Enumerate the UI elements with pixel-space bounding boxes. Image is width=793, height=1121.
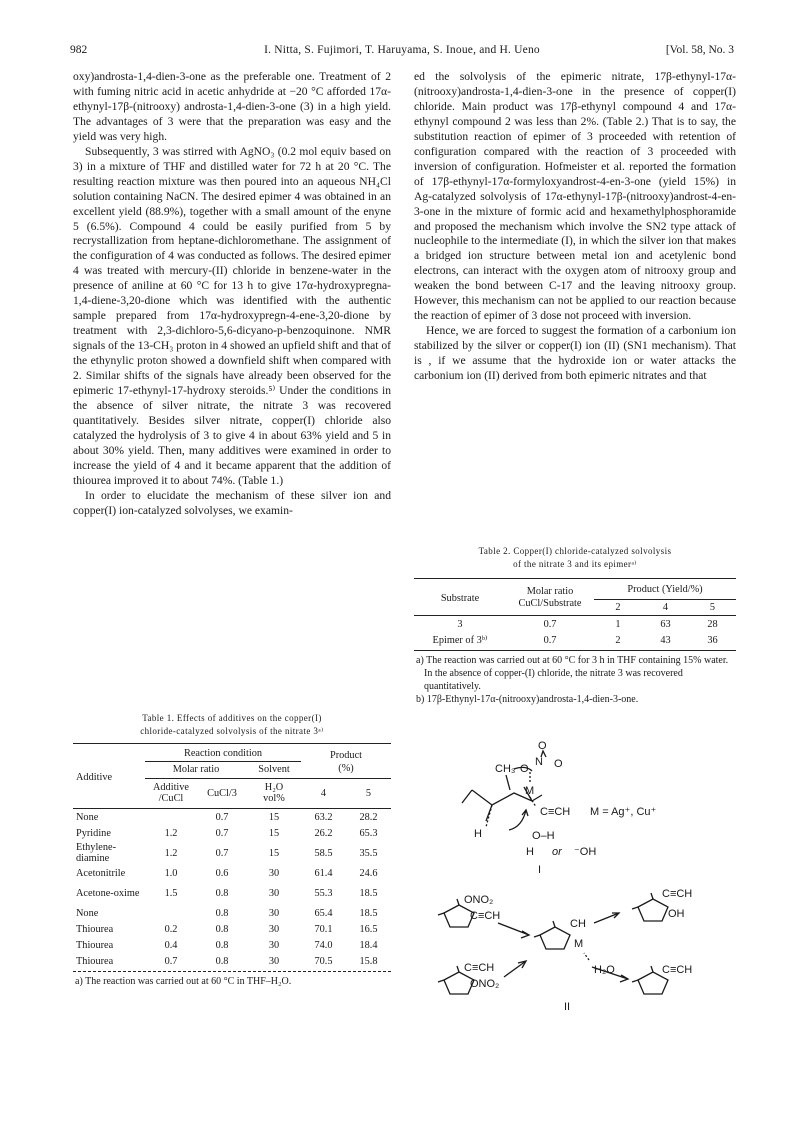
table-cell-ratio (145, 809, 197, 825)
table-row (73, 841, 391, 865)
table-cell-additive: Thiourea (76, 939, 114, 951)
table-cell-ratio: 0.7 (164, 955, 178, 967)
table-cell-p5: 35.5 (359, 847, 378, 859)
header-line: vol% (263, 793, 285, 805)
table-1-caption-line: Table 1. Effects of additives on the copper(I) (142, 713, 322, 723)
table-cell-h2o: 30 (268, 939, 280, 951)
table-1-footnote: a) The reaction was carried out at 60 °C in THF–H₂O. (75, 976, 292, 987)
table-row (73, 937, 391, 953)
column-header: 2 (615, 601, 621, 613)
structure-ii-product1-oh: OH (668, 908, 685, 920)
column-header: 4 (301, 778, 346, 808)
column-header: 5 (709, 601, 716, 613)
mechanism-scheme (414, 735, 736, 1015)
table-cell-cucl: 0.8 (215, 939, 229, 951)
table-cell-p4: 63 (660, 618, 671, 630)
table-cell-p4: 63.2 (314, 811, 333, 823)
structure-ii-ono2-top: ONO₂ (464, 894, 494, 906)
structure-ii-cch-bottom: C≡CH (464, 962, 495, 974)
reaction-arrow (504, 961, 526, 977)
table-1-caption (73, 712, 391, 738)
table-cell-ratio: 1.5 (164, 887, 178, 899)
table-cell-ratio: 1.2 (164, 827, 178, 839)
table-cell-p4: 55.3 (314, 887, 333, 899)
table-cell-p2: 1 (615, 618, 621, 630)
column-header (145, 778, 197, 808)
table-cell-p5: 18.5 (359, 907, 378, 919)
header-line: CuCl/Substrate (518, 598, 582, 609)
table-cell-p4: 43 (660, 634, 671, 646)
table-row (73, 865, 391, 881)
table-1 (73, 743, 391, 988)
table-cell-h2o: 15 (268, 811, 280, 823)
table-1-caption-line: chloride-catalyzed solvolysis of the nitrate 3ᵃ⁾ (140, 726, 324, 736)
table-cell-p5: 28.2 (359, 811, 378, 823)
table-row (73, 825, 391, 841)
structure-ii-product2-cch: C≡CH (662, 964, 693, 976)
table-cell-cucl: 0.8 (215, 923, 229, 935)
header-line: H₂O (264, 782, 284, 794)
reaction-arrow (594, 913, 619, 923)
table-row (73, 905, 391, 921)
table-cell-p5: 18.4 (359, 939, 378, 951)
table-cell-additive: Ethylene-diamine (76, 842, 117, 864)
column-header (301, 746, 391, 778)
structure-ii-ring (638, 899, 668, 921)
table-cell-h2o: 30 (268, 867, 280, 879)
dashed-bond (584, 953, 589, 960)
structure-i-oh: O–H (532, 830, 555, 842)
table-cell-p4: 65.4 (314, 907, 333, 919)
structure-i-o-top: O (538, 740, 547, 752)
structure-i-o-minus: O (554, 758, 563, 770)
table-row (414, 632, 736, 648)
table-row (73, 921, 391, 937)
structure-ii-label: II (564, 1001, 571, 1013)
table-cell-p4: 26.2 (314, 827, 333, 839)
running-authors: I. Nitta, S. Fujimori, T. Haruyama, S. Inoue, and H. Ueno (264, 44, 540, 56)
page-number: 982 (70, 44, 88, 56)
table-cell-p4: 61.4 (314, 867, 333, 879)
structure-i-ch3: CH₃ (495, 763, 516, 775)
structure-i-h: H (474, 828, 482, 840)
journal-volume: [Vol. 58, No. 3 (665, 44, 734, 56)
table-cell-p5: 28 (707, 618, 718, 630)
table-cell-substrate: 3 (457, 618, 463, 630)
table-cell-ratio: 1.2 (164, 847, 178, 859)
table-cell-ratio: 0.2 (164, 923, 178, 935)
table-cell-p4: 58.5 (314, 847, 333, 859)
table-cell-p4: 70.1 (314, 923, 333, 935)
table-2-footnote-b: b) 17β-Ethynyl-17α-(nitrooxy)androsta-1,4-dien-3-one. (416, 694, 639, 705)
structure-ii-center-m: M (574, 938, 584, 950)
column-header: Molar ratio (145, 761, 247, 778)
table-2-caption-line: Table 2. Copper(I) chloride-catalyzed solvolysis (478, 546, 672, 556)
structure-i-o: O (520, 763, 529, 775)
structure-ii-ring (540, 927, 570, 949)
header-line: /CuCl (158, 793, 184, 805)
table-cell-ratio (145, 905, 197, 921)
table-cell-p5: 65.3 (359, 827, 378, 839)
table-cell-additive: Acetone-oxime (76, 887, 140, 899)
table-cell-h2o: 15 (268, 847, 280, 859)
table-cell-cucl: 0.6 (215, 867, 229, 879)
structure-i-n: N (535, 756, 543, 768)
table-cell-p4: 70.5 (314, 955, 333, 967)
table-row (73, 881, 391, 905)
paragraph: Hence, we are forced to suggest the formation of a carbonium ion stabilized by the silver or copper(I) ion (II) (SN1 mechanism). That is , if we assume that the hydroxide ion or water attacks the carbonium ion (II) derived from both epimeric nitrates and that (414, 324, 736, 383)
table-cell-p5: 36 (707, 634, 718, 646)
table-cell-h2o: 30 (268, 887, 280, 899)
table-cell-p5: 15.8 (359, 955, 378, 967)
structure-ii-ono2-bottom: ONO₂ (470, 978, 500, 990)
table-2-caption (414, 545, 736, 571)
table-cell-additive: Acetonitrile (76, 867, 126, 879)
table-cell-cucl: 0.7 (215, 827, 229, 839)
structure-i-or: or (552, 846, 562, 858)
percent-header-text: (%) (338, 762, 354, 774)
column-header: CuCl/3 (207, 787, 237, 799)
table-cell-p4: 74.0 (314, 939, 333, 951)
column-header: Product (Yield/%) (594, 581, 736, 599)
table-cell-additive: None (76, 811, 99, 823)
table-cell-substrate: Epimer of 3ᵇ⁾ (432, 635, 488, 646)
table-row (414, 616, 736, 632)
paragraph: ed the solvolysis of the epimeric nitrate, 17β-ethynyl-17α-(nitrooxy)androsta-1,4-dien-3-one in the presence of copper(I) chloride. Main product was 17β-ethynyl compound 4 and 17α-ethynyl compound 2 was less than 2%. (Table 2.) That is to say, the substitution reaction of epimer of 3 proceeded with retention of configuration compared with the reaction of 3 proceeded with inversion of configuration. Hofmeister et al. reported the formation of 17β-ethynyl-17α-formyloxyandrost-4-en-3-one (yield 15%) in Ag-catalyzed solvolysis of 17α-ethynyl-17β-(nitrooxy)androst-4-en-3-one in the mixture of formic acid and hexamethylphosphoramide and proposed the mechanism which involve the SN2 type attack of nucleophile to the intermediate (I), in which the silver ion that makes a bridged ion structure between metal ion and acetylenic bond electrons, can interact with the oxygen atom of nitrooxy group and weaken the bond between C-17 and the leaving nitrooxy group. However, this mechanism can not be applied to our reaction because the reaction of epimer of 3 dose not proceed with inversion. (414, 70, 736, 323)
paragraph: Subsequently, 3 was stirred with AgNO₃ (0.2 mol equiv based on 3) in a mixture of THF and distilled water for 72 h at 20 °C. The resulting reaction mixture was then poured into an aqueous NH₄Cl solution containing NaCN. The desired epimer 4 was obtained in an excellent yield (88.9%), together with a small amount of the enyne 5 (6.5%). Compound 4 could be easily purified from 5 by recrystallization from heptane-dichloromethane. The assignment of the configuration of 4 was conducted as follows. The desired epimer 4 was treated with mercury-(II) chloride in benzene-water in the presence of aniline at 60 °C for 13 h to give 17α-hydroxypregna-1,4-diene-3,20-dione which was identified with the authentic sample prepared from 17α-hydroxypregn-4-ene-3,20-dione by treatment with 2,3-dichloro-5,6-dicyano-p-benzoquinone. NMR signals of the 13-CH₃ proton in 4 showed an upfield shift and that of the ethynylic proton showed a downfield shift when compared with 2. Similar shifts of the signals have already been observed for the epimeric 17-ethynyl-17-hydroxy steroids.⁵⁾ Under the conditions in the absence of silver nitrate, the nitrate 3 was recovered quantitatively. Besides silver nitrate, copper(I) chloride also catalyzed the hydrolysis of 3 to give 4 in about 63% yield and 5 in about 30% yield. Then, many additives were examined in order to increase the yield of 4 and it became apparent that the addition of thiourea improved it to about 74%. (Table 1.) (73, 144, 391, 487)
table-cell-p5: 16.5 (359, 923, 378, 935)
column-header: 4 (662, 601, 669, 613)
structure-i-ring-bond (472, 785, 535, 805)
table-cell-ratio: 0.7 (543, 634, 557, 646)
column-header: Substrate (440, 592, 480, 604)
table-cell-h2o: 15 (268, 827, 280, 839)
structure-i-label: I (538, 864, 542, 876)
paragraph: In order to elucidate the mechanism of these silver ion and copper(I) ion-catalyzed solvolyses, we examin- (73, 488, 391, 517)
product-header-text: Product (329, 749, 363, 761)
table-cell-cucl: 0.7 (215, 811, 229, 823)
table-2 (414, 578, 736, 706)
left-column-text (73, 70, 391, 519)
structure-ii-h2o: H₂O (594, 964, 615, 976)
table-row (73, 809, 391, 825)
table-2-caption-line: of the nitrate 3 and its epimerᵃ⁾ (513, 559, 637, 569)
structure-ii-center-ch: CH (570, 918, 586, 930)
structure-i-c-ch: C≡CH (540, 806, 571, 818)
table-cell-additive: Thiourea (76, 923, 114, 935)
table-cell-additive: Thiourea (76, 955, 114, 967)
table-cell-h2o: 30 (268, 923, 280, 935)
column-header: Additive (76, 771, 113, 783)
structure-i-m: M (525, 785, 535, 797)
header-line: Additive (152, 782, 190, 794)
table-cell-additive: None (76, 907, 99, 919)
paragraph: oxy)androsta-1,4-dien-3-one as the preferable one. Treatment of 2 with fuming nitric acid in acetic anhydride at −20 °C afforded 17α-ethynyl-17β-(nitrooxy) androsta-1,4-dien-3-one (3) in a high yield. The advantages of 3 were that the preparation was easy and the yield was very high. (73, 70, 391, 143)
table-cell-p2: 2 (615, 634, 621, 646)
table-cell-cucl: 0.8 (215, 907, 229, 919)
column-header: Reaction condition (145, 746, 301, 761)
column-header: Solvent (247, 761, 301, 778)
structure-ii-cch-top: C≡CH (470, 910, 501, 922)
running-header (70, 44, 734, 62)
table-cell-cucl: 0.8 (215, 955, 229, 967)
right-column-text (414, 70, 736, 384)
structure-i-hydroxide: ⁻OH (574, 846, 597, 858)
structure-ii-product1-cch: C≡CH (662, 888, 693, 900)
column-header: 5 (346, 778, 391, 808)
table-cell-additive: Pyridine (76, 827, 111, 839)
table-cell-p5: 18.5 (359, 887, 378, 899)
header-line: Molar ratio (526, 586, 574, 597)
table-cell-ratio: 0.4 (164, 939, 178, 951)
reaction-arrow (498, 923, 529, 935)
table-cell-h2o: 30 (268, 907, 280, 919)
table-cell-h2o: 30 (268, 955, 280, 967)
table-row (73, 953, 391, 969)
table-cell-cucl: 0.8 (215, 887, 229, 899)
table-cell-p5: 24.6 (359, 867, 378, 879)
column-header (247, 778, 301, 808)
column-header (506, 581, 594, 615)
table-cell-cucl: 0.7 (215, 847, 229, 859)
table-cell-ratio: 0.7 (543, 618, 557, 630)
table-cell-ratio: 1.0 (164, 867, 178, 879)
table-2-footnote-a: a) The reaction was carried out at 60 °C for 3 h in THF containing 15% water. In the absence of copper-(I) chloride, the nitrate 3 was recovered quantitatively. (416, 655, 729, 692)
structure-i-h2: H (526, 846, 534, 858)
structure-i-metal-legend: M = Ag⁺, Cu⁺ (590, 806, 657, 818)
